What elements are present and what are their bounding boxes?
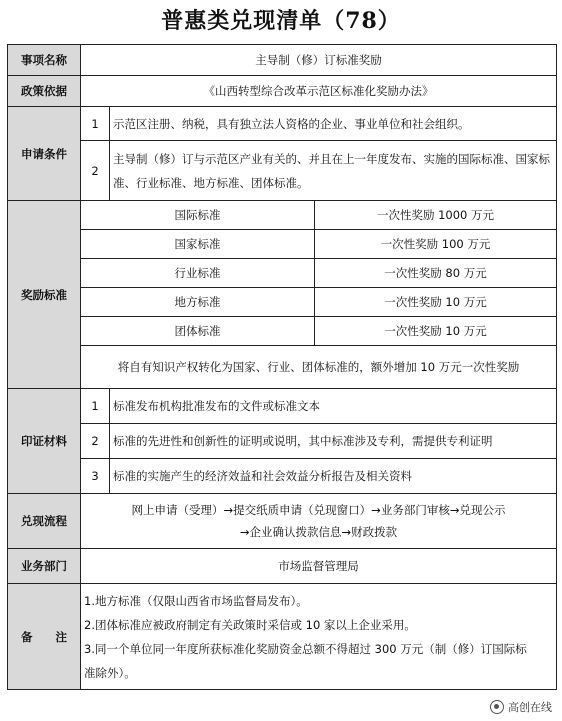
material-number: 2 bbox=[81, 424, 110, 459]
reward-type: 团体标准 bbox=[81, 317, 315, 346]
row-item-name bbox=[8, 45, 557, 76]
condition-text: 示范区注册、纳税，具有独立法人资格的企业、事业单位和社会组织。 bbox=[110, 107, 557, 141]
notes-content bbox=[81, 584, 557, 690]
value-department: 市场监督管理局 bbox=[81, 549, 557, 584]
reward-type: 地方标准 bbox=[81, 288, 315, 317]
row-reward bbox=[8, 317, 557, 346]
reward-type: 国际标准 bbox=[81, 201, 315, 230]
row-condition-2 bbox=[8, 141, 557, 201]
row-material bbox=[8, 389, 557, 424]
reward-amount: 一次性奖励 1000 万元 bbox=[315, 201, 557, 230]
reward-type: 国家标准 bbox=[81, 230, 315, 259]
label-policy: 政策依据 bbox=[8, 76, 81, 107]
reward-type: 行业标准 bbox=[81, 259, 315, 288]
row-notes bbox=[8, 584, 557, 690]
row-reward bbox=[8, 288, 557, 317]
material-number: 1 bbox=[81, 389, 110, 424]
condition-number: 1 bbox=[81, 107, 110, 141]
reward-amount: 一次性奖励 10 万元 bbox=[315, 288, 557, 317]
row-condition-1 bbox=[8, 107, 557, 141]
process-flow bbox=[81, 494, 557, 549]
label-reward: 奖励标准 bbox=[8, 201, 81, 389]
note-item: 2.团体标准应被政府制定有关政策时采信或 10 家以上企业采用。 bbox=[84, 617, 416, 632]
label-conditions: 申请条件 bbox=[8, 107, 81, 201]
process-line: 网上申请（受理）→提交纸质申请（兑现窗口）→业务部门审核→兑现公示 bbox=[131, 503, 506, 517]
reward-amount: 一次性奖励 80 万元 bbox=[315, 259, 557, 288]
policy-table bbox=[7, 44, 557, 690]
row-reward bbox=[8, 259, 557, 288]
label-process: 兑现流程 bbox=[8, 494, 81, 549]
process-line: →企业确认拨款信息→财政拨款 bbox=[239, 525, 398, 539]
note-item: 3.同一个单位同一年度所获标准化奖励资金总额不得超过 300 万元（制（修）订国际标准除外）。 bbox=[84, 641, 527, 680]
row-reward bbox=[8, 230, 557, 259]
value-item-name: 主导制（修）订标准奖励 bbox=[81, 45, 557, 76]
reward-extra-note: 将自有知识产权转化为国家、行业、团体标准的，额外增加 10 万元一次性奖励 bbox=[81, 346, 557, 389]
condition-text: 主导制（修）订与示范区产业有关的、并且在上一年度发布、实施的国际标准、国家标准、行业标准、地方标准、团体标准。 bbox=[110, 141, 557, 201]
watermark bbox=[490, 699, 552, 715]
row-reward bbox=[8, 201, 557, 230]
label-notes: 备 注 bbox=[8, 584, 81, 690]
reward-amount: 一次性奖励 10 万元 bbox=[315, 317, 557, 346]
watermark-text: 高创在线 bbox=[508, 701, 552, 714]
value-policy: 《山西转型综合改革示范区标准化奖励办法》 bbox=[81, 76, 557, 107]
reward-amount: 一次性奖励 100 万元 bbox=[315, 230, 557, 259]
label-materials: 印证材料 bbox=[8, 389, 81, 494]
row-policy bbox=[8, 76, 557, 107]
condition-number: 2 bbox=[81, 141, 110, 201]
material-number: 3 bbox=[81, 459, 110, 494]
row-reward-extra bbox=[8, 346, 557, 389]
label-item-name: 事项名称 bbox=[8, 45, 81, 76]
row-process bbox=[8, 494, 557, 549]
row-material bbox=[8, 459, 557, 494]
material-text: 标准发布机构批准发布的文件或标准文本 bbox=[110, 389, 557, 424]
label-department: 业务部门 bbox=[8, 549, 81, 584]
row-material bbox=[8, 424, 557, 459]
row-department bbox=[8, 549, 557, 584]
wechat-official-account-icon bbox=[490, 700, 504, 714]
material-text: 标准的先进性和创新性的证明或说明，其中标准涉及专利，需提供专利证明 bbox=[110, 424, 557, 459]
page-title: 普惠类兑现清单（78） bbox=[161, 8, 401, 34]
note-item: 1.地方标准（仅限山西省市场监督局发布）。 bbox=[84, 593, 308, 608]
material-text: 标准的实施产生的经济效益和社会效益分析报告及相关资料 bbox=[110, 459, 557, 494]
